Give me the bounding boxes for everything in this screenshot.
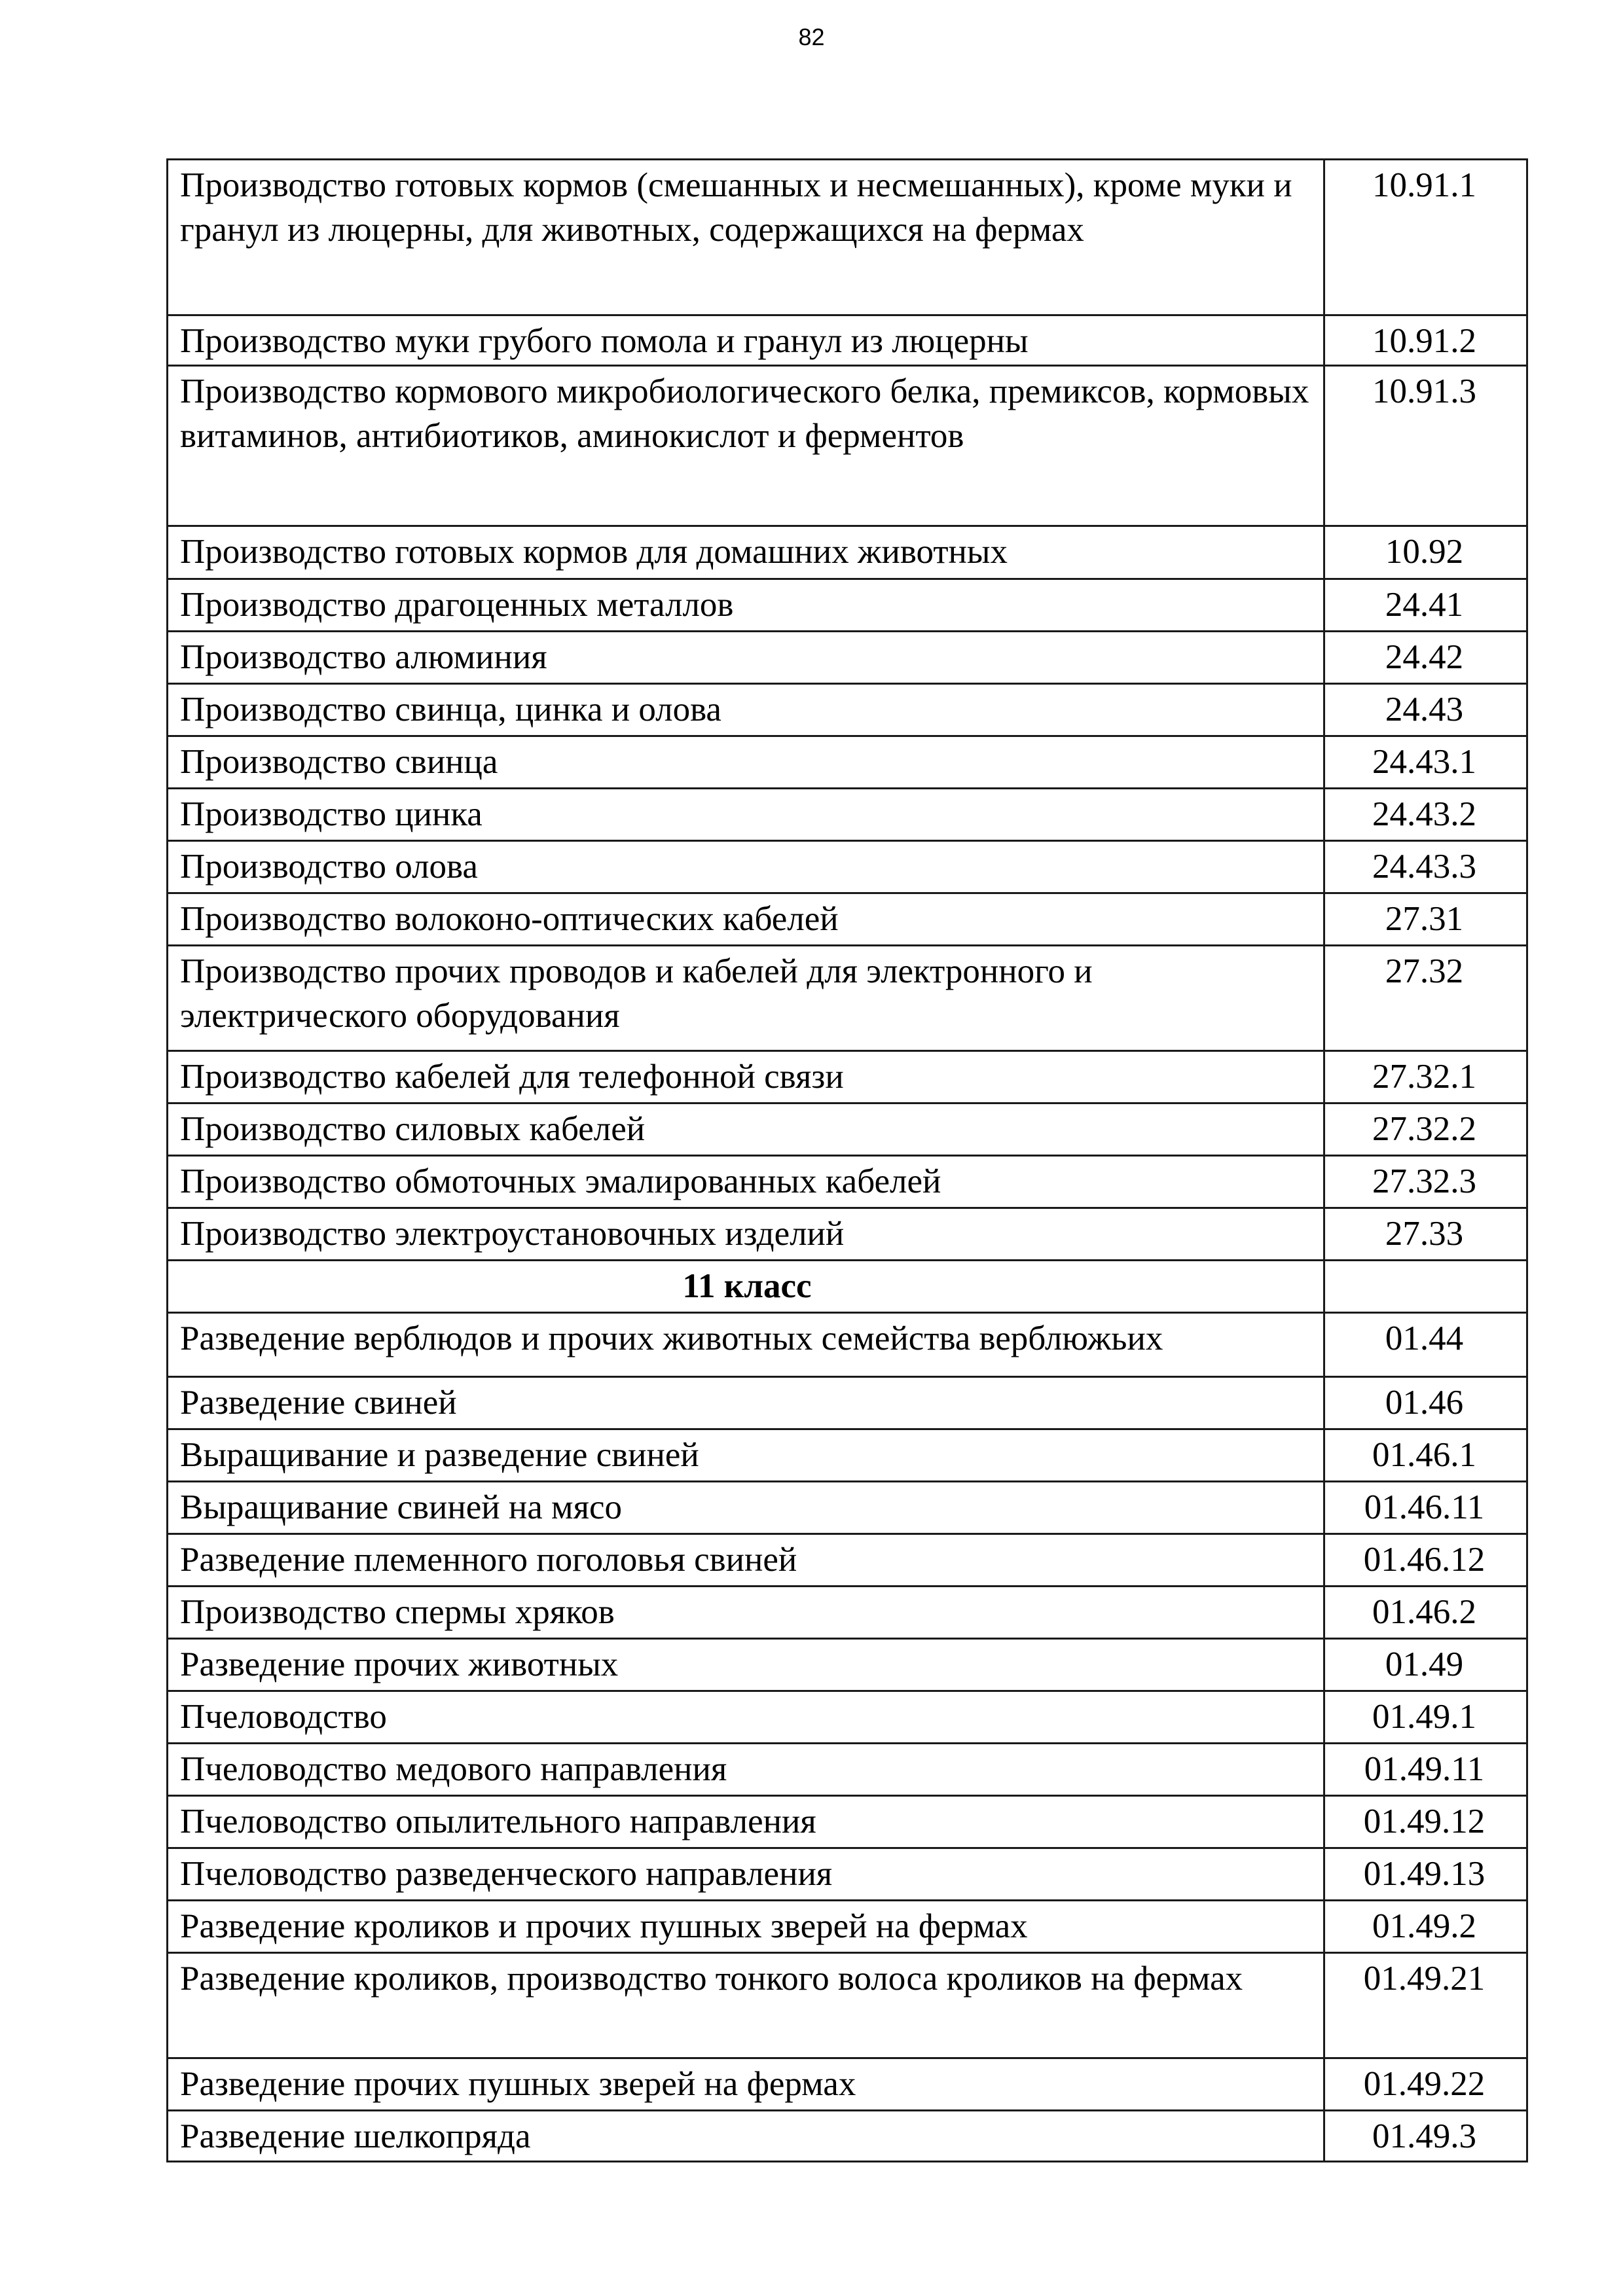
activity-code: 10.91.2 — [1324, 315, 1527, 366]
activity-name: Производство прочих проводов и кабелей для электронного и электрического оборудования — [168, 946, 1324, 1051]
activity-name: Разведение прочих животных — [168, 1639, 1324, 1691]
activity-name: Производство волоконо-оптических кабелей — [168, 893, 1324, 946]
activity-name: Производство готовых кормов (смешанных и несмешанных), кроме муки и гранул из люцерны, для животных, содержащихся на фермах — [168, 160, 1324, 315]
activity-name: Пчеловодство опылительного направления — [168, 1796, 1324, 1848]
activity-name: Разведение прочих пушных зверей на фермах — [168, 2058, 1324, 2111]
table-row — [168, 1534, 1527, 1587]
activity-code: 24.43.1 — [1324, 736, 1527, 789]
activity-code: 24.43.3 — [1324, 841, 1527, 893]
table-row — [168, 632, 1527, 684]
activity-name: Производство готовых кормов для домашних животных — [168, 526, 1324, 579]
table-row — [168, 684, 1527, 736]
activity-name: Производство электроустановочных изделий — [168, 1208, 1324, 1261]
activity-code: 10.91.3 — [1324, 366, 1527, 526]
activity-name: Выращивание и разведение свиней — [168, 1429, 1324, 1482]
activity-name: Выращивание свиней на мясо — [168, 1482, 1324, 1534]
activity-code: 27.33 — [1324, 1208, 1527, 1261]
activity-name: Разведение шелкопряда — [168, 2111, 1324, 2162]
table-row — [168, 315, 1527, 366]
activity-name: Производство обмоточных эмалированных кабелей — [168, 1156, 1324, 1208]
activity-name: Производство спермы хряков — [168, 1587, 1324, 1639]
section-heading-row — [168, 1261, 1527, 1313]
activity-code: 01.49.3 — [1324, 2111, 1527, 2162]
table-row — [168, 1429, 1527, 1482]
activity-code: 01.49.13 — [1324, 1848, 1527, 1901]
activity-name: Разведение верблюдов и прочих животных семейства верблюжьих — [168, 1313, 1324, 1377]
activity-name: Производство свинца, цинка и олова — [168, 684, 1324, 736]
activity-codes-table — [166, 158, 1528, 2162]
activity-code: 27.31 — [1324, 893, 1527, 946]
table-row — [168, 1587, 1527, 1639]
activity-code: 01.49.1 — [1324, 1691, 1527, 1744]
table-row — [168, 160, 1527, 315]
table-row — [168, 579, 1527, 632]
activity-name: Разведение кроликов и прочих пушных зверей на фермах — [168, 1901, 1324, 1953]
activity-name: Производство драгоценных металлов — [168, 579, 1324, 632]
table-row — [168, 1744, 1527, 1796]
table-row — [168, 789, 1527, 841]
activity-name: Разведение свиней — [168, 1377, 1324, 1429]
page-number: 82 — [798, 24, 825, 50]
activity-name: Производство цинка — [168, 789, 1324, 841]
table-row — [168, 1208, 1527, 1261]
activity-name: Производство олова — [168, 841, 1324, 893]
activity-name: Производство алюминия — [168, 632, 1324, 684]
table-row — [168, 1901, 1527, 1953]
activity-code: 24.41 — [1324, 579, 1527, 632]
activity-code: 01.49 — [1324, 1639, 1527, 1691]
activity-name: Производство кормового микробиологического белка, премиксов, кормовых витаминов, антибиотиков, аминокислот и ферментов — [168, 366, 1324, 526]
table-row — [168, 1103, 1527, 1156]
activity-name: Производство силовых кабелей — [168, 1103, 1324, 1156]
activity-name: Пчеловодство — [168, 1691, 1324, 1744]
table-row — [168, 841, 1527, 893]
activity-code: 01.46 — [1324, 1377, 1527, 1429]
table-row — [168, 1313, 1527, 1377]
table-row — [168, 1377, 1527, 1429]
activity-name: Пчеловодство медового направления — [168, 1744, 1324, 1796]
activity-code: 24.42 — [1324, 632, 1527, 684]
activity-code: 01.44 — [1324, 1313, 1527, 1377]
activity-name: Разведение племенного поголовья свиней — [168, 1534, 1324, 1587]
activity-code: 24.43 — [1324, 684, 1527, 736]
table-row — [168, 366, 1527, 526]
table-row — [168, 1953, 1527, 2058]
activity-code: 01.49.21 — [1324, 1953, 1527, 2058]
table-row — [168, 2058, 1527, 2111]
activity-code: 27.32.3 — [1324, 1156, 1527, 1208]
table-row — [168, 1848, 1527, 1901]
activity-code: 01.46.1 — [1324, 1429, 1527, 1482]
activity-name: Разведение кроликов, производство тонкого волоса кроликов на фермах — [168, 1953, 1324, 2058]
activity-code: 27.32 — [1324, 946, 1527, 1051]
activity-name: Производство свинца — [168, 736, 1324, 789]
activity-code: 10.92 — [1324, 526, 1527, 579]
table-row — [168, 946, 1527, 1051]
table-row — [168, 1639, 1527, 1691]
activity-code — [1324, 1261, 1527, 1313]
activity-code: 01.46.2 — [1324, 1587, 1527, 1639]
activity-code: 01.46.12 — [1324, 1534, 1527, 1587]
table-row — [168, 736, 1527, 789]
activity-code: 01.49.11 — [1324, 1744, 1527, 1796]
table-row — [168, 526, 1527, 579]
activity-code: 27.32.1 — [1324, 1051, 1527, 1103]
activity-name: Производство кабелей для телефонной связи — [168, 1051, 1324, 1103]
table-row — [168, 1051, 1527, 1103]
table-row — [168, 1482, 1527, 1534]
activity-name: Пчеловодство разведенческого направления — [168, 1848, 1324, 1901]
table-row — [168, 1156, 1527, 1208]
activity-code: 27.32.2 — [1324, 1103, 1527, 1156]
table-row — [168, 1691, 1527, 1744]
section-heading: 11 класс — [168, 1261, 1324, 1313]
activity-code: 24.43.2 — [1324, 789, 1527, 841]
activity-code: 01.49.2 — [1324, 1901, 1527, 1953]
table-row — [168, 1796, 1527, 1848]
table-row — [168, 2111, 1527, 2162]
activity-code: 01.46.11 — [1324, 1482, 1527, 1534]
activity-code: 01.49.12 — [1324, 1796, 1527, 1848]
activity-name: Производство муки грубого помола и гранул из люцерны — [168, 315, 1324, 366]
table-row — [168, 893, 1527, 946]
activity-code: 10.91.1 — [1324, 160, 1527, 315]
activity-code: 01.49.22 — [1324, 2058, 1527, 2111]
